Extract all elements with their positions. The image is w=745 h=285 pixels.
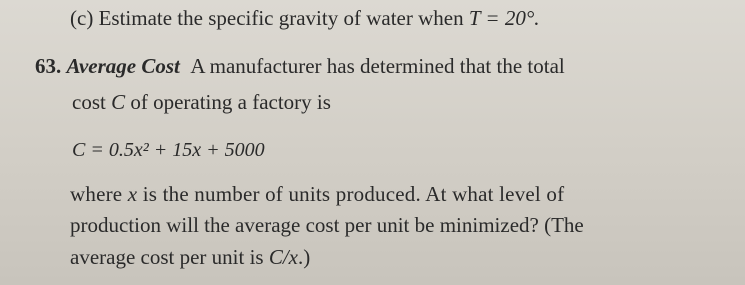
problem-body-line1	[70, 182, 564, 206]
problem-body-line3	[70, 245, 310, 269]
body-line3-math: C/x	[268, 245, 299, 269]
body-line1-var: x	[127, 182, 138, 206]
part-c-label: (c)	[70, 6, 94, 30]
body-line3-pre: average cost per unit is	[70, 245, 264, 269]
intro-line2-post: of operating a factory is	[130, 90, 331, 114]
cost-equation: C = 0.5x² + 15x + 5000	[72, 139, 265, 161]
problem-intro-line2	[72, 90, 331, 114]
problem-intro-line1: A manufacturer has determined that the total	[190, 54, 565, 78]
intro-line2-var: C	[111, 90, 126, 114]
problem-number: 63.	[35, 54, 62, 78]
body-line1-post: is the number of units produced. At what level of	[142, 182, 565, 206]
problem-body-line2: production will the average cost per unit be minimized? (The	[70, 213, 584, 237]
intro-line2-pre: cost	[72, 90, 106, 114]
problem-heading-line	[35, 54, 565, 78]
body-line1-pre: where	[70, 182, 123, 206]
part-c-math: T = 20°.	[468, 6, 540, 30]
part-c-line	[70, 6, 539, 30]
part-c-text: Estimate the specific gravity of water when	[98, 6, 464, 30]
body-line3-post: .)	[298, 245, 311, 269]
problem-title: Average Cost	[66, 54, 180, 78]
